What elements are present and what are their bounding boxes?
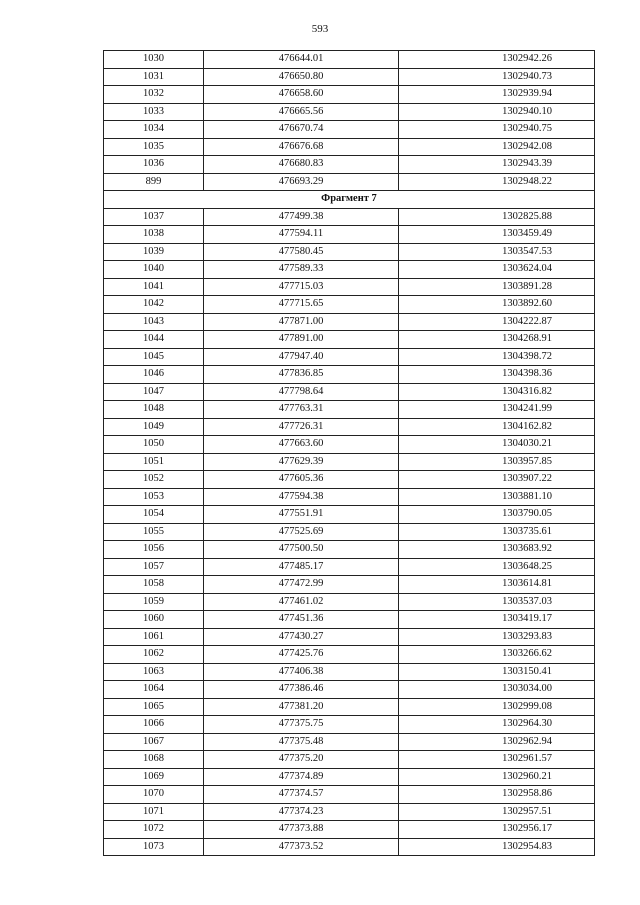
y-coordinate-cell: 1302954.83 [399,838,595,856]
point-number-cell: 1051 [104,453,204,471]
point-number-cell: 1061 [104,628,204,646]
table-row [104,208,595,226]
x-coordinate-cell: 477500.50 [204,541,399,559]
point-number-cell: 1059 [104,593,204,611]
y-coordinate-cell: 1302942.26 [399,51,595,69]
table-row [104,698,595,716]
x-coordinate-cell: 477485.17 [204,558,399,576]
page-number: 593 [311,23,329,35]
y-coordinate-cell: 1302956.17 [399,821,595,839]
x-coordinate-cell: 477374.57 [204,786,399,804]
y-coordinate-cell: 1303648.25 [399,558,595,576]
y-coordinate-cell: 1303881.10 [399,488,595,506]
point-number-cell: 1055 [104,523,204,541]
point-number-cell: 1062 [104,646,204,664]
point-number-cell: 1047 [104,383,204,401]
x-coordinate-cell: 477381.20 [204,698,399,716]
table-row [104,296,595,314]
table-row [104,541,595,559]
y-coordinate-cell: 1304241.99 [399,401,595,419]
y-coordinate-cell: 1304222.87 [399,313,595,331]
table-row [104,418,595,436]
y-coordinate-cell: 1303957.85 [399,453,595,471]
y-coordinate-cell: 1302999.08 [399,698,595,716]
x-coordinate-cell: 477374.23 [204,803,399,821]
table-row [104,453,595,471]
table-row [104,348,595,366]
x-coordinate-cell: 477425.76 [204,646,399,664]
y-coordinate-cell: 1302964.30 [399,716,595,734]
coordinates-table [103,50,595,856]
point-number-cell: 1057 [104,558,204,576]
point-number-cell: 1066 [104,716,204,734]
section-row [104,191,595,209]
table-row [104,226,595,244]
table-row [104,173,595,191]
table-row [104,576,595,594]
y-coordinate-cell: 1303547.53 [399,243,595,261]
y-coordinate-cell: 1304398.72 [399,348,595,366]
point-number-cell: 1032 [104,86,204,104]
y-coordinate-cell: 1303293.83 [399,628,595,646]
x-coordinate-cell: 477373.88 [204,821,399,839]
point-number-cell: 1069 [104,768,204,786]
point-number-cell: 1052 [104,471,204,489]
x-coordinate-cell: 477375.48 [204,733,399,751]
x-coordinate-cell: 477715.65 [204,296,399,314]
y-coordinate-cell: 1303891.28 [399,278,595,296]
point-number-cell: 1045 [104,348,204,366]
y-coordinate-cell: 1302958.86 [399,786,595,804]
point-number-cell: 1040 [104,261,204,279]
table-row [104,768,595,786]
table-row [104,243,595,261]
point-number-cell: 899 [104,173,204,191]
point-number-cell: 1034 [104,121,204,139]
point-number-cell: 1058 [104,576,204,594]
table-row [104,733,595,751]
table-row [104,68,595,86]
x-coordinate-cell: 477594.38 [204,488,399,506]
point-number-cell: 1071 [104,803,204,821]
x-coordinate-cell: 477525.69 [204,523,399,541]
y-coordinate-cell: 1304316.82 [399,383,595,401]
x-coordinate-cell: 477499.38 [204,208,399,226]
y-coordinate-cell: 1302962.94 [399,733,595,751]
table-row [104,156,595,174]
y-coordinate-cell: 1303034.00 [399,681,595,699]
table-row [104,821,595,839]
point-number-cell: 1067 [104,733,204,751]
y-coordinate-cell: 1302942.08 [399,138,595,156]
y-coordinate-cell: 1302948.22 [399,173,595,191]
x-coordinate-cell: 477386.46 [204,681,399,699]
x-coordinate-cell: 477663.60 [204,436,399,454]
y-coordinate-cell: 1302961.57 [399,751,595,769]
x-coordinate-cell: 477871.00 [204,313,399,331]
y-coordinate-cell: 1303419.17 [399,611,595,629]
table-row [104,558,595,576]
y-coordinate-cell: 1303537.03 [399,593,595,611]
x-coordinate-cell: 476650.80 [204,68,399,86]
point-number-cell: 1060 [104,611,204,629]
x-coordinate-cell: 476670.74 [204,121,399,139]
x-coordinate-cell: 477430.27 [204,628,399,646]
x-coordinate-cell: 476658.60 [204,86,399,104]
table-row [104,138,595,156]
table-row [104,611,595,629]
section-title: Фрагмент 7 [104,191,595,209]
y-coordinate-cell: 1303150.41 [399,663,595,681]
x-coordinate-cell: 477594.11 [204,226,399,244]
y-coordinate-cell: 1303735.61 [399,523,595,541]
y-coordinate-cell: 1303892.60 [399,296,595,314]
y-coordinate-cell: 1303614.81 [399,576,595,594]
table-row [104,838,595,856]
x-coordinate-cell: 477472.99 [204,576,399,594]
table-row [104,86,595,104]
point-number-cell: 1041 [104,278,204,296]
x-coordinate-cell: 477451.36 [204,611,399,629]
table-row [104,121,595,139]
y-coordinate-cell: 1302940.75 [399,121,595,139]
x-coordinate-cell: 477580.45 [204,243,399,261]
x-coordinate-cell: 477629.39 [204,453,399,471]
x-coordinate-cell: 476693.29 [204,173,399,191]
point-number-cell: 1033 [104,103,204,121]
table-row [104,313,595,331]
table-row [104,471,595,489]
table-row [104,261,595,279]
x-coordinate-cell: 476644.01 [204,51,399,69]
coordinates-table-body [104,51,595,856]
point-number-cell: 1044 [104,331,204,349]
point-number-cell: 1049 [104,418,204,436]
y-coordinate-cell: 1303907.22 [399,471,595,489]
table-row [104,681,595,699]
table-row [104,803,595,821]
table-row [104,663,595,681]
y-coordinate-cell: 1302940.73 [399,68,595,86]
table-row [104,751,595,769]
point-number-cell: 1073 [104,838,204,856]
x-coordinate-cell: 477715.03 [204,278,399,296]
point-number-cell: 1070 [104,786,204,804]
point-number-cell: 1043 [104,313,204,331]
point-number-cell: 1030 [104,51,204,69]
x-coordinate-cell: 477891.00 [204,331,399,349]
point-number-cell: 1048 [104,401,204,419]
x-coordinate-cell: 477605.36 [204,471,399,489]
table-row [104,401,595,419]
table-row [104,506,595,524]
table-row [104,366,595,384]
table-row [104,716,595,734]
y-coordinate-cell: 1302825.88 [399,208,595,226]
x-coordinate-cell: 477726.31 [204,418,399,436]
x-coordinate-cell: 476665.56 [204,103,399,121]
table-row [104,103,595,121]
y-coordinate-cell: 1303683.92 [399,541,595,559]
y-coordinate-cell: 1302939.94 [399,86,595,104]
y-coordinate-cell: 1304268.91 [399,331,595,349]
point-number-cell: 1037 [104,208,204,226]
point-number-cell: 1038 [104,226,204,244]
x-coordinate-cell: 477461.02 [204,593,399,611]
point-number-cell: 1031 [104,68,204,86]
point-number-cell: 1036 [104,156,204,174]
point-number-cell: 1065 [104,698,204,716]
x-coordinate-cell: 477763.31 [204,401,399,419]
table-row [104,646,595,664]
point-number-cell: 1053 [104,488,204,506]
table-row [104,593,595,611]
y-coordinate-cell: 1304030.21 [399,436,595,454]
point-number-cell: 1042 [104,296,204,314]
x-coordinate-cell: 477589.33 [204,261,399,279]
point-number-cell: 1072 [104,821,204,839]
y-coordinate-cell: 1304162.82 [399,418,595,436]
point-number-cell: 1063 [104,663,204,681]
x-coordinate-cell: 477836.85 [204,366,399,384]
table-row [104,523,595,541]
point-number-cell: 1068 [104,751,204,769]
table-row [104,786,595,804]
y-coordinate-cell: 1302940.10 [399,103,595,121]
x-coordinate-cell: 477373.52 [204,838,399,856]
x-coordinate-cell: 477375.75 [204,716,399,734]
x-coordinate-cell: 477947.40 [204,348,399,366]
table-row [104,628,595,646]
y-coordinate-cell: 1302943.39 [399,156,595,174]
x-coordinate-cell: 477374.89 [204,768,399,786]
y-coordinate-cell: 1303624.04 [399,261,595,279]
x-coordinate-cell: 477798.64 [204,383,399,401]
table-row [104,488,595,506]
point-number-cell: 1064 [104,681,204,699]
table-row [104,278,595,296]
point-number-cell: 1050 [104,436,204,454]
y-coordinate-cell: 1303459.49 [399,226,595,244]
x-coordinate-cell: 477375.20 [204,751,399,769]
point-number-cell: 1046 [104,366,204,384]
table-row [104,51,595,69]
y-coordinate-cell: 1303266.62 [399,646,595,664]
point-number-cell: 1056 [104,541,204,559]
table-row [104,383,595,401]
point-number-cell: 1039 [104,243,204,261]
table-row [104,436,595,454]
table-row [104,331,595,349]
y-coordinate-cell: 1304398.36 [399,366,595,384]
x-coordinate-cell: 477551.91 [204,506,399,524]
y-coordinate-cell: 1302957.51 [399,803,595,821]
point-number-cell: 1035 [104,138,204,156]
point-number-cell: 1054 [104,506,204,524]
y-coordinate-cell: 1302960.21 [399,768,595,786]
y-coordinate-cell: 1303790.05 [399,506,595,524]
x-coordinate-cell: 477406.38 [204,663,399,681]
x-coordinate-cell: 476680.83 [204,156,399,174]
x-coordinate-cell: 476676.68 [204,138,399,156]
